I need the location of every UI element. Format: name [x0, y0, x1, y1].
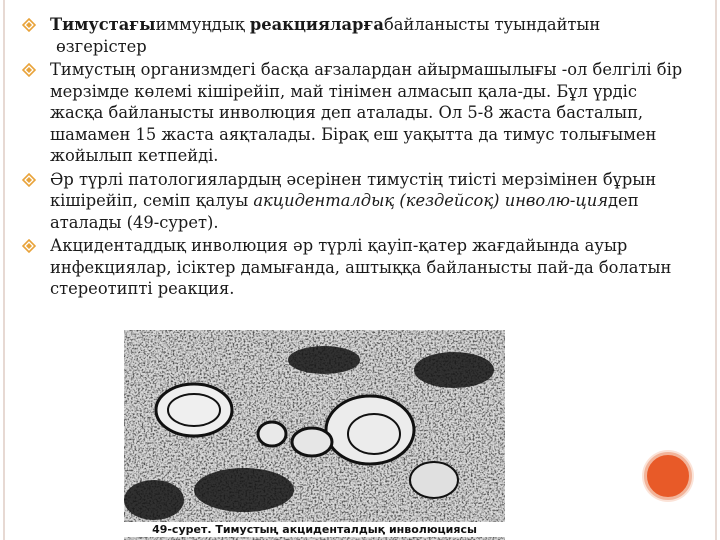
thymus-micrograph — [124, 330, 505, 540]
bullet-item-4 — [8, 235, 688, 300]
bullet-3-text-1: Әр түрлі патологиялардың әсерінен тимустің тиісті мерзімінен бұрын кішірейіп, семіп қалуы — [50, 169, 657, 210]
bullet-item-3 — [8, 169, 688, 234]
bullet-item-1 — [8, 14, 688, 57]
bullet-1-bold-2: реакцияларға — [249, 15, 384, 34]
diamond-bullet-icon — [22, 239, 36, 253]
bullet-item-2 — [8, 59, 688, 167]
bullet-1-text-1: иммуңдық — [155, 15, 250, 34]
bullet-4-text: Акцидентаддық инволюция әр түрлі қауіп-қатер жағдайында ауыр инфекциялар, ісіктер дамығанда, аштыққа байланысты пай-да болатын стереотипті реакция. — [50, 236, 672, 298]
figure-caption: 49-сурет. Тимустың акциденталдық инволюциясы — [124, 522, 505, 537]
diamond-bullet-icon — [22, 18, 36, 32]
right-frame-line — [715, 0, 717, 540]
bullet-1-text-2: байланысты туындайтын — [383, 15, 601, 34]
diamond-bullet-icon — [22, 173, 36, 187]
bullet-3-text-2: деп аталады (49-сурет). — [50, 191, 639, 232]
orange-circle-decoration — [644, 452, 692, 500]
diamond-bullet-icon — [22, 63, 36, 77]
bullet-1-bold-1: Тимустағы — [50, 15, 156, 34]
left-frame-line — [3, 0, 5, 540]
bullet-2-text: Тимустың организмдегі басқа ағзалардан айырмашылығы -ол белгілі бір мерзімде көлемі кішірейіп, май тінімен алмасып қала-ды. Бұл үрдіс жасқа байланысты инволюция деп аталады. Ол 5-8 жаста басталып, шамамен 15 жаста аяқталады. Бірақ еш уақытта да тимус толығымен жойылып кетпейді. — [50, 60, 683, 165]
bullet-3-italic: акциденталдық (кездейсоқ) инволю-ция — [253, 191, 609, 210]
bullet-1-continuation: өзгерістер — [56, 36, 147, 56]
micrograph-image — [124, 330, 505, 540]
bullet-list — [8, 14, 688, 302]
